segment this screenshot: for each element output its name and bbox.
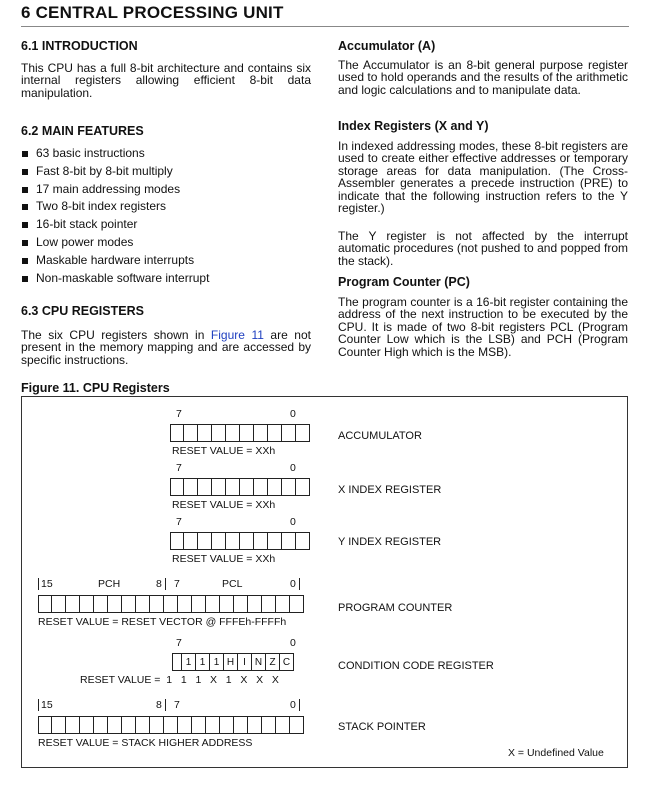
bit-cell [52, 716, 66, 734]
bit-cell [122, 595, 136, 613]
bit-cell [164, 595, 178, 613]
bit-cell [296, 532, 310, 550]
bit-cell [268, 478, 282, 496]
sp-bit8: 8 [156, 699, 166, 711]
sp-bit7: 7 [174, 699, 180, 711]
intro-text: This CPU has a full 8-bit architecture and contains six internal registers allowing efficient 8-bit data manipulation. [21, 61, 311, 100]
cpu-registers-heading: 6.3 CPU REGISTERS [21, 304, 144, 318]
x-bit7: 7 [176, 462, 182, 474]
x-reset-value: RESET VALUE = XXh [172, 499, 276, 511]
bit-cell [206, 716, 220, 734]
accumulator-label: ACCUMULATOR [338, 430, 422, 442]
bit-cell [226, 532, 240, 550]
program-counter-label: PROGRAM COUNTER [338, 602, 453, 614]
list-item: Low power modes [21, 234, 311, 252]
bit-cell [254, 478, 268, 496]
program-counter-heading: Program Counter (PC) [338, 275, 470, 289]
pc-bit8: 8 [156, 578, 166, 590]
bit-cell [220, 595, 234, 613]
bit-cell [248, 595, 262, 613]
cc-bit-cell: 1 [182, 653, 196, 671]
bit-cell [108, 716, 122, 734]
bit-cell [240, 424, 254, 442]
list-item: 63 basic instructions [21, 145, 311, 163]
index-registers-text-1: In indexed addressing modes, these 8-bit registers are used to create either effective addresses or temporary storage areas for data manipulation. (The Cross-Assembler generates a precede instruction (PRE) to indicate that the following instruction refers to the Y register.) [338, 139, 628, 216]
y-bit0: 0 [290, 516, 296, 528]
bit-cell [296, 478, 310, 496]
x-index-register [170, 478, 310, 496]
cc-reset-value: RESET VALUE = 1 1 1 X 1 X X X [80, 674, 279, 686]
bit-cell [94, 595, 108, 613]
bit-cell [276, 716, 290, 734]
stack-pointer-register [38, 716, 304, 734]
pc-bit7: 7 [174, 578, 180, 590]
cpu-registers-text-a: The six CPU registers shown in [21, 328, 211, 342]
bit-cell [220, 716, 234, 734]
title-rule [21, 26, 629, 27]
list-item: Non-maskable software interrupt [21, 270, 311, 288]
bit-cell [234, 595, 248, 613]
cc-bit-cell: 1 [196, 653, 210, 671]
accumulator-text: The Accumulator is an 8-bit general purpose register used to hold operands and the results of the arithmetic and logic calculations and to manipulate data. [338, 58, 628, 97]
bit-cell [52, 595, 66, 613]
cc-bit7: 7 [176, 637, 182, 649]
bit-cell [206, 595, 220, 613]
pc-bit0: 0 [290, 578, 300, 590]
program-counter-register [38, 595, 304, 613]
pc-reset-value: RESET VALUE = RESET VECTOR @ FFFEh-FFFFh [38, 616, 287, 628]
cpu-registers-text-b: are not present in the memory mapping and are accessed by specific instructions. [21, 328, 311, 367]
bit-cell [290, 716, 304, 734]
bit-cell [192, 716, 206, 734]
bit-cell [170, 478, 184, 496]
bit-cell [262, 716, 276, 734]
bit-cell [178, 716, 192, 734]
bit-cell [240, 532, 254, 550]
list-item: Two 8-bit index registers [21, 198, 311, 216]
index-registers-text-2: The Y register is not affected by the interrupt automatic procedures (not pushed to and popped from the stack). [338, 229, 628, 268]
bit-cell [80, 595, 94, 613]
cc-bit-cell: Z [266, 653, 280, 671]
cc-bit-cell: C [280, 653, 294, 671]
features-heading: 6.2 MAIN FEATURES [21, 124, 144, 138]
condition-code-register [172, 653, 294, 671]
bit-cell [226, 424, 240, 442]
cpu-registers-text [21, 329, 311, 366]
bit-cell [198, 532, 212, 550]
bit-cell [212, 532, 226, 550]
bit-cell [282, 532, 296, 550]
bit-cell [254, 532, 268, 550]
cc-bit-cell: N [252, 653, 266, 671]
sp-bit15: 15 [38, 699, 53, 711]
bit-cell [296, 424, 310, 442]
stack-pointer-label: STACK POINTER [338, 721, 426, 733]
list-item: Maskable hardware interrupts [21, 252, 311, 270]
pch-label: PCH [98, 578, 121, 590]
x-index-label: X INDEX REGISTER [338, 484, 442, 496]
bit-cell [108, 595, 122, 613]
index-registers-heading: Index Registers (X and Y) [338, 119, 489, 133]
cc-bit-cell: I [238, 653, 252, 671]
x-bit0: 0 [290, 462, 296, 474]
sp-bit0: 0 [290, 699, 300, 711]
bit-cell [94, 716, 108, 734]
bit-cell [212, 424, 226, 442]
bit-cell [172, 653, 182, 671]
bit-cell [150, 595, 164, 613]
bit-cell [66, 595, 80, 613]
bit-cell [234, 716, 248, 734]
bit-cell [268, 532, 282, 550]
y-reset-value: RESET VALUE = XXh [172, 553, 276, 565]
program-counter-text: The program counter is a 16-bit register containing the address of the next instruction to be executed by the CPU. It is made of two 8-bit registers PCL (Program Counter Low which is the LSB) and PCH (Program Counter High which is the MSB). [338, 295, 628, 359]
bit-cell [282, 424, 296, 442]
bit-cell [80, 716, 94, 734]
y-index-label: Y INDEX REGISTER [338, 536, 442, 548]
figure-11-link[interactable]: Figure 11 [210, 328, 264, 342]
bit-cell [150, 716, 164, 734]
bit-cell [212, 478, 226, 496]
pc-bit15: 15 [38, 578, 53, 590]
acc-bit0: 0 [290, 408, 296, 420]
bit-cell [170, 424, 184, 442]
bit-cell [192, 595, 206, 613]
bit-cell [198, 478, 212, 496]
bit-cell [254, 424, 268, 442]
bit-cell [184, 424, 198, 442]
bit-cell [226, 478, 240, 496]
cc-bit-cell: H [224, 653, 238, 671]
bit-cell [276, 595, 290, 613]
condition-code-label: CONDITION CODE REGISTER [338, 660, 494, 672]
bit-cell [136, 716, 150, 734]
page-title: 6 CENTRAL PROCESSING UNIT [21, 3, 284, 22]
acc-bit7: 7 [176, 408, 182, 420]
list-item: Fast 8-bit by 8-bit multiply [21, 163, 311, 181]
y-index-register [170, 532, 310, 550]
bit-cell [262, 595, 276, 613]
intro-heading: 6.1 INTRODUCTION [21, 39, 138, 53]
bit-cell [170, 532, 184, 550]
accumulator-register [170, 424, 310, 442]
sp-reset-value: RESET VALUE = STACK HIGHER ADDRESS [38, 737, 253, 749]
bit-cell [282, 478, 296, 496]
accumulator-heading: Accumulator (A) [338, 39, 436, 53]
bit-cell [122, 716, 136, 734]
bit-cell [178, 595, 192, 613]
list-item: 17 main addressing modes [21, 181, 311, 199]
bit-cell [268, 424, 282, 442]
undefined-value-footnote: X = Undefined Value [508, 747, 604, 759]
list-item: 16-bit stack pointer [21, 216, 311, 234]
cc-bit0: 0 [290, 637, 296, 649]
bit-cell [164, 716, 178, 734]
bit-cell [248, 716, 262, 734]
bit-cell [240, 478, 254, 496]
bit-cell [198, 424, 212, 442]
y-bit7: 7 [176, 516, 182, 528]
features-list [21, 145, 311, 287]
bit-cell [38, 595, 52, 613]
bit-cell [136, 595, 150, 613]
acc-reset-value: RESET VALUE = XXh [172, 445, 276, 457]
bit-cell [290, 595, 304, 613]
pcl-label: PCL [222, 578, 243, 590]
bit-cell [66, 716, 80, 734]
bit-cell [184, 532, 198, 550]
cc-bit-cell: 1 [210, 653, 224, 671]
bit-cell [184, 478, 198, 496]
figure-title: Figure 11. CPU Registers [21, 381, 170, 395]
bit-cell [38, 716, 52, 734]
